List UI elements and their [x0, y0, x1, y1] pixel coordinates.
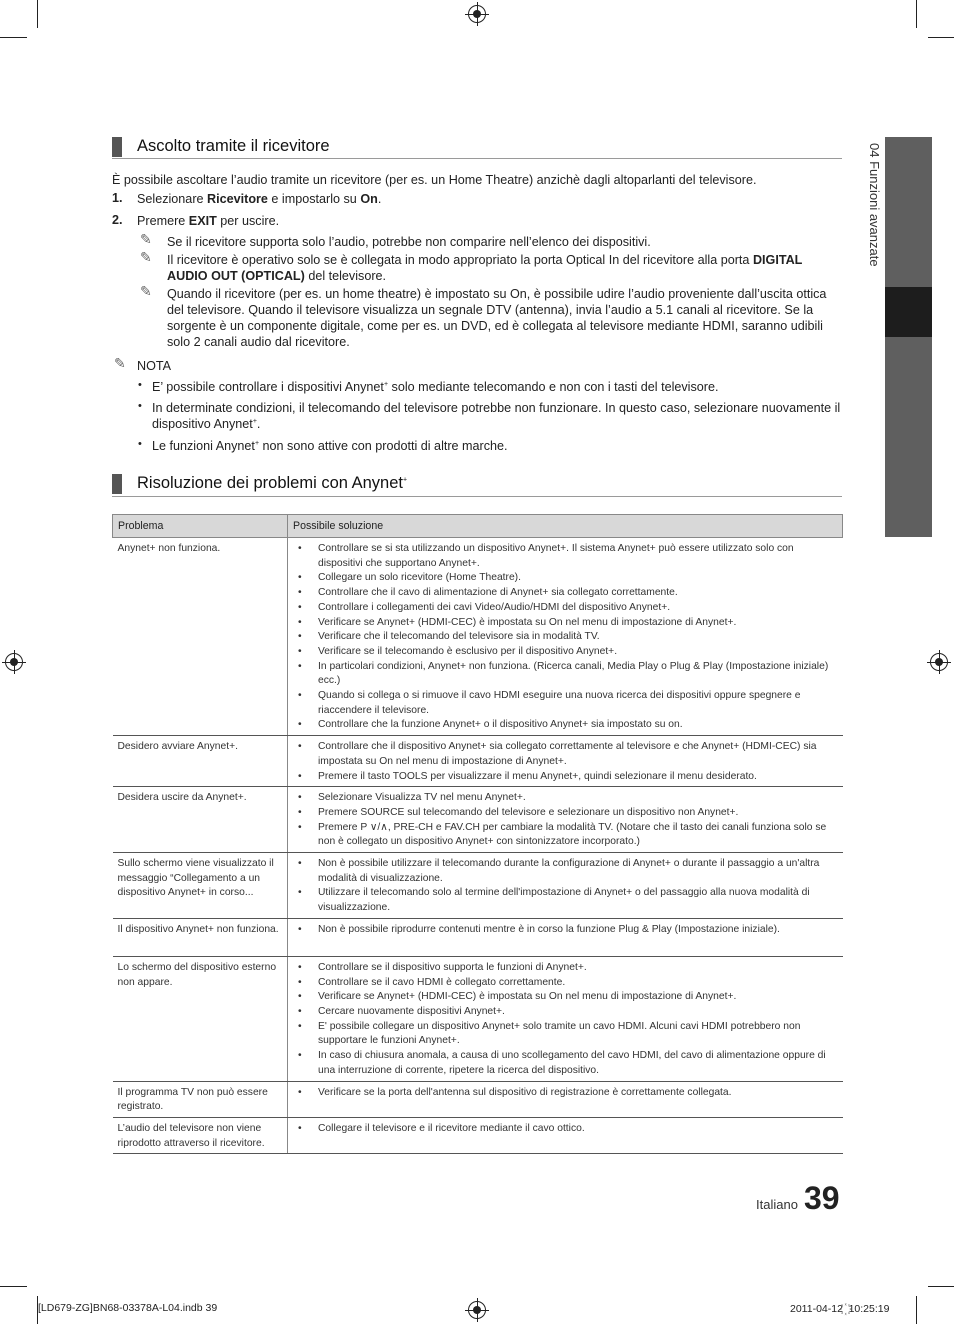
- solution-item: • Controllare i collegamenti dei cavi Video/Audio/HDMI del dispositivo Anynet+.: [290, 601, 838, 616]
- table-row: [113, 787, 843, 853]
- nota-item: E’ possibile controllare i dispositivi Anynet+ solo mediante telecomando e non con i tasti del televisore.: [152, 380, 719, 394]
- table-row: [113, 956, 843, 1081]
- problem-cell: Anynet+ non funziona.: [113, 538, 288, 736]
- problem-cell: L’audio del televisore non viene riprodotto attraverso il ricevitore.: [113, 1117, 288, 1153]
- solution-item: • Controllare che il cavo di alimentazione di Anynet+ sia collegato correttamente.: [290, 586, 838, 601]
- table-header-row: [113, 515, 843, 538]
- registration-mark-icon: [5, 653, 23, 671]
- registration-mark-icon: [468, 1301, 486, 1319]
- column-header: Problema: [113, 515, 288, 538]
- solution-cell: [288, 787, 843, 853]
- registration-mark-icon: [930, 653, 948, 671]
- solution-item: • Verificare se Anynet+ (HDMI-CEC) è impostata su On nel menu di impostazione di Anynet+.: [290, 616, 838, 631]
- problem-cell: Sullo schermo viene visualizzato il messaggio “Collegamento a un dispositivo Anynet+ in corso...: [113, 853, 288, 919]
- bullet: •: [138, 438, 142, 450]
- pencil-note-icon: ✎: [140, 231, 152, 247]
- divider: [112, 496, 842, 497]
- problem-cell: Lo schermo del dispositivo esterno non appare.: [113, 956, 288, 1081]
- intro-text: È possibile ascoltare l’audio tramite un ricevitore (per es. un Home Theatre) anzichè dagli altoparlanti del televisore.: [112, 173, 757, 187]
- solution-item: • E' possibile collegare un dispositivo Anynet+ solo tramite un cavo HDMI. Alcuni cavi HDMI potrebbero non supportare le funzioni Anynet+.: [290, 1020, 838, 1049]
- nota-item: In determinate condizioni, il telecomando del televisore potrebbe non funzionare. In questo caso, selezionare nuovamente il dispositivo Anynet+.: [152, 401, 841, 431]
- table-row: [113, 853, 843, 919]
- table-row: [113, 1117, 843, 1153]
- section-bar: [112, 474, 122, 494]
- print-slug-right: 2011-04-12 ꙰ 10:25:19: [790, 1303, 890, 1315]
- step-text: Premere EXIT per uscire.: [137, 214, 280, 228]
- print-slug-left: [LD679-ZG]BN68-03378A-L04.indb 39: [38, 1302, 218, 1314]
- solution-item: • Verificare se Anynet+ (HDMI-CEC) è impostata su On nel menu di impostazione di Anynet+.: [290, 990, 838, 1005]
- solution-item: • Collegare un solo ricevitore (Home Theatre).: [290, 571, 838, 586]
- troubleshooting-table: [112, 514, 843, 1154]
- solution-item: • Verificare che il telecomando del televisore sia in modalità TV.: [290, 630, 838, 645]
- side-tab-label: 04 Funzioni avanzate: [867, 143, 882, 267]
- footer-language: Italiano: [756, 1197, 798, 1212]
- table-row: [113, 736, 843, 787]
- crop-mark: [916, 0, 917, 28]
- solution-item: • Non è possibile utilizzare il telecomando durante la configurazione di Anynet+ o durante il passaggio a un'altra modalità di visualizzazione.: [290, 857, 838, 886]
- solution-item: • Verificare se il telecomando è esclusivo per il dispositivo Anynet+.: [290, 645, 838, 660]
- nota-label: NOTA: [137, 359, 172, 373]
- crop-mark: [916, 1296, 917, 1324]
- side-tab-block: [885, 337, 932, 537]
- column-header: Possibile soluzione: [288, 515, 843, 538]
- problem-cell: Il programma TV non può essere registrato.: [113, 1081, 288, 1117]
- pencil-note-icon: ✎: [140, 283, 152, 299]
- note-text: Quando il ricevitore (per es. un home theatre) è impostato su On, è possibile udire l’audio proveniente dall’uscita ottica del televisore. Quando il televisore visualizza un segnale DTV (antenna), invia l’audio a 5.1 canali al ricevitore. Se la sorgente è un componente digitale, come per es. un DVD, ed è collegata al televisore mediante HDMI, saranno udibili solo 2 canali audio dal ricevitore.: [167, 287, 827, 349]
- pencil-note-icon: ✎: [140, 249, 152, 265]
- solution-item: • Verificare se la porta dell'antenna sul dispositivo di registrazione è correttamente collegata.: [290, 1086, 838, 1101]
- divider: [112, 158, 842, 159]
- step-text: Selezionare Ricevitore e impostarlo su On.: [137, 192, 382, 206]
- solution-item: • Controllare se si sta utilizzando un dispositivo Anynet+. Il sistema Anynet+ può essere utilizzato solo con dispositivi che supportano Anynet+.: [290, 542, 838, 571]
- solution-item: • Quando si collega o si rimuove il cavo HDMI eseguire una nuova ricerca dei dispositivi oppure spegnere e riaccendere il televisore.: [290, 689, 838, 718]
- crop-mark: [928, 1286, 954, 1287]
- solution-cell: [288, 1117, 843, 1153]
- solution-item: • In caso di chiusura anomala, a causa di uno scollegamento del cavo HDMI, del cavo di alimentazione oppure di una interruzione di corrente, ripetere la ricerca del dispositivo.: [290, 1049, 838, 1078]
- step-number: 2.: [112, 213, 123, 227]
- bullet: •: [138, 379, 142, 391]
- nota-item: Le funzioni Anynet+ non sono attive con prodotti di altre marche.: [152, 439, 508, 453]
- crop-mark: [37, 0, 38, 28]
- solution-cell: [288, 918, 843, 956]
- solution-cell: [288, 736, 843, 787]
- solution-cell: [288, 853, 843, 919]
- solution-item: • Controllare che la funzione Anynet+ o il dispositivo Anynet+ sia impostato su on.: [290, 718, 838, 733]
- solution-item: • In particolari condizioni, Anynet+ non funziona. (Ricerca canali, Media Play o Plug & Play (Impostazione iniziale) ecc.): [290, 660, 838, 689]
- side-tab-active-block: [885, 287, 932, 337]
- solution-item: • Utilizzare il telecomando solo al termine dell'impostazione di Anynet+ o del passaggio alla nuova modalità di visualizzazione.: [290, 886, 838, 915]
- solution-item: • Cercare nuovamente dispositivi Anynet+.: [290, 1005, 838, 1020]
- note-text: Se il ricevitore supporta solo l’audio, potrebbe non comparire nell’elenco dei dispositivi.: [167, 235, 651, 249]
- section-bar: [112, 137, 122, 157]
- solution-item: • Controllare se il cavo HDMI è collegato correttamente.: [290, 976, 838, 991]
- crop-mark: [928, 37, 954, 38]
- bullet: •: [138, 400, 142, 412]
- registration-mark-icon: [468, 5, 486, 23]
- solution-cell: [288, 956, 843, 1081]
- solution-item: • Premere il tasto TOOLS per visualizzare il menu Anynet+, quindi selezionare il menu desiderato.: [290, 770, 838, 785]
- problem-cell: Desidero avviare Anynet+.: [113, 736, 288, 787]
- solution-item: • Controllare che il dispositivo Anynet+ sia collegato correttamente al televisore e che Anynet+ (HDMI-CEC) sia impostata su On nel menu di impostazione di Anynet+.: [290, 740, 838, 769]
- table-row: [113, 538, 843, 736]
- solution-item: • Selezionare Visualizza TV nel menu Anynet+.: [290, 791, 838, 806]
- solution-item: • Collegare il televisore e il ricevitore mediante il cavo ottico.: [290, 1122, 838, 1137]
- solution-cell: [288, 538, 843, 736]
- step-number: 1.: [112, 191, 123, 205]
- solution-cell: [288, 1081, 843, 1117]
- problem-cell: Il dispositivo Anynet+ non funziona.: [113, 918, 288, 956]
- table-row: [113, 918, 843, 956]
- pencil-note-icon: ✎: [114, 355, 126, 371]
- solution-item: • Non è possibile riprodurre contenuti mentre è in corso la funzione Plug & Play (Impostazione iniziale).: [290, 923, 838, 938]
- solution-item: • Controllare se il dispositivo supporta le funzioni di Anynet+.: [290, 961, 838, 976]
- solution-item: • Premere P ∨/∧, PRE-CH e FAV.CH per cambiare la modalità TV. (Notare che il tasto dei canali funziona solo se non è collegato un dispositivo Anynet+ con sintonizzatore incorporato.): [290, 821, 838, 850]
- page-number: 39: [804, 1180, 840, 1216]
- problem-cell: Desidera uscire da Anynet+.: [113, 787, 288, 853]
- crop-mark: [0, 37, 27, 38]
- table-row: [113, 1081, 843, 1117]
- note-text: Il ricevitore è operativo solo se è collegata in modo appropriato la porta Optical In del ricevitore alla porta DIGITAL AUDIO OUT (OPTICAL) del televisore.: [167, 253, 803, 283]
- crop-mark: [0, 1286, 27, 1287]
- side-tab-block: [885, 137, 932, 287]
- solution-item: • Premere SOURCE sul telecomando del televisore e selezionare un dispositivo non Anynet+.: [290, 806, 838, 821]
